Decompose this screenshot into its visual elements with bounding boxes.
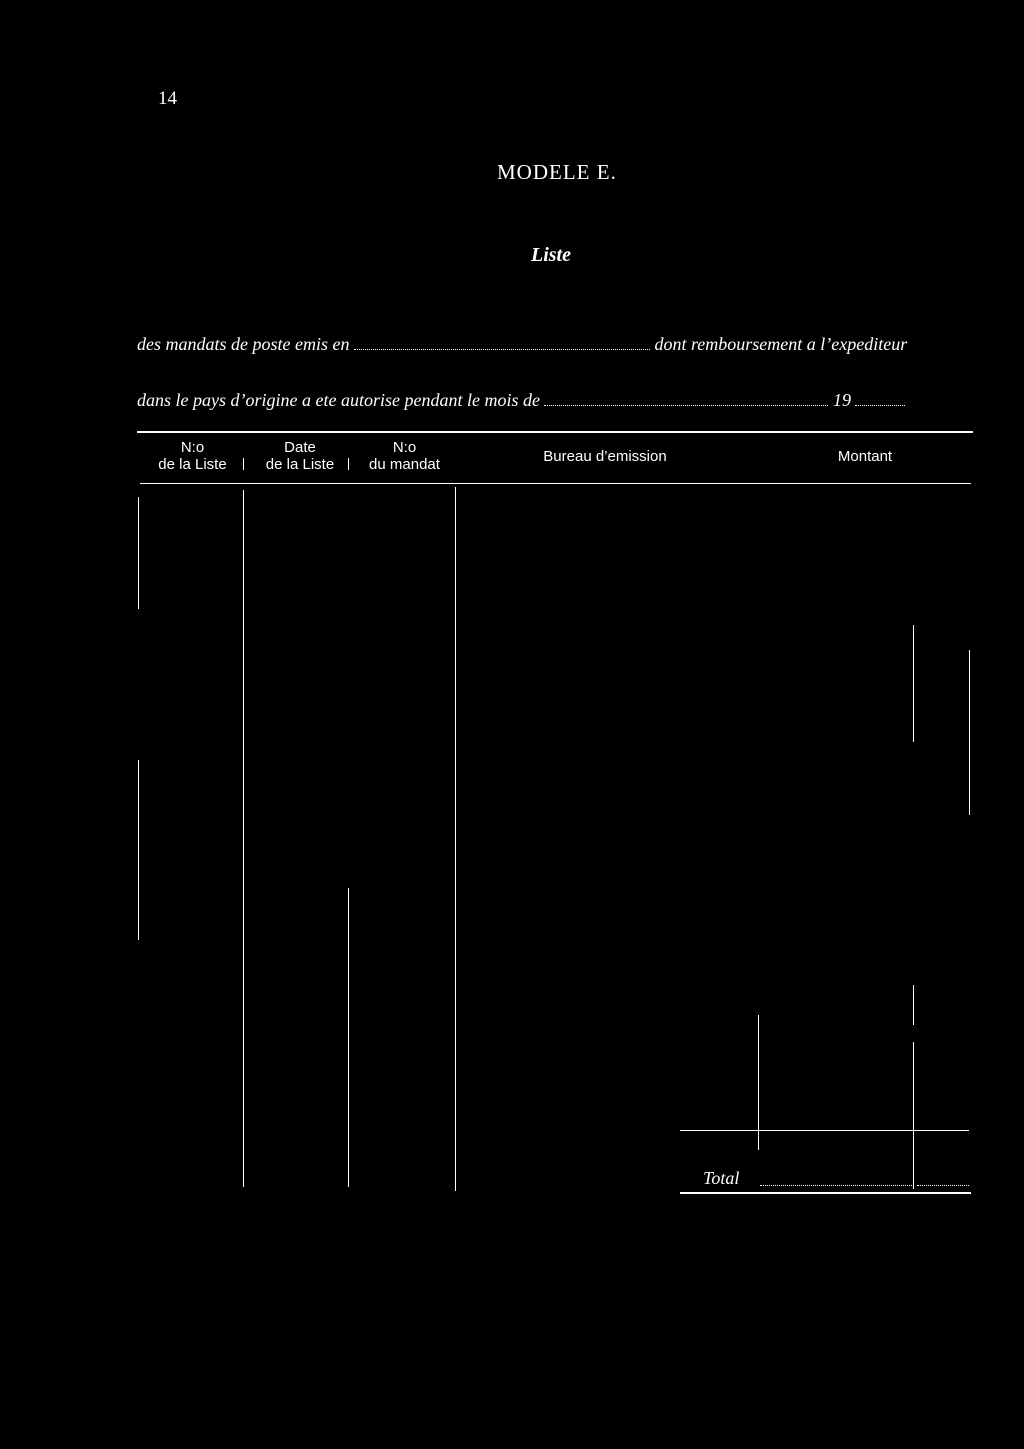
intro-line-2-start: dans le pays d’origine a ete autorise pendant le mois de bbox=[137, 390, 540, 410]
header-list-number-top: N:o bbox=[180, 439, 205, 456]
total-label: Total bbox=[703, 1168, 740, 1188]
column-line-left bbox=[138, 760, 139, 940]
total-top-rule bbox=[680, 1130, 969, 1131]
column-line-right bbox=[969, 650, 970, 815]
model-title: MODELE E. bbox=[497, 160, 617, 184]
column-line-order-number bbox=[348, 888, 349, 1187]
column-line-office bbox=[455, 487, 456, 1191]
header-amount: Montant bbox=[837, 448, 893, 465]
intro-line-1-end: dont remboursement a l’expediteur bbox=[654, 334, 908, 354]
column-line-amount bbox=[913, 1042, 914, 1189]
header-list-number bbox=[140, 439, 245, 473]
page-number: 14 bbox=[158, 88, 177, 109]
intro-line-1 bbox=[137, 334, 907, 355]
header-separator bbox=[243, 458, 244, 470]
column-line-amount bbox=[913, 625, 914, 742]
intro-line-1-start: des mandats de poste emis en bbox=[137, 334, 350, 354]
intro-line-2-year: 19 bbox=[832, 390, 851, 410]
header-list-number-bottom: de la Liste bbox=[158, 456, 227, 473]
list-title: Liste bbox=[531, 244, 571, 266]
header-list-date-bottom: de la Liste bbox=[265, 456, 335, 473]
fill-in-month-dots bbox=[544, 405, 828, 406]
total-label-dots bbox=[760, 1185, 912, 1186]
header-money-order-number-bottom: du mandat bbox=[369, 456, 440, 473]
header-list-date-top: Date bbox=[284, 439, 316, 456]
header-bottom-rule bbox=[140, 483, 971, 484]
header-money-order-number bbox=[353, 439, 456, 473]
column-line-amount bbox=[913, 985, 914, 1025]
header-list-date bbox=[247, 439, 353, 473]
header-issuing-office: Bureau d’emission bbox=[543, 448, 667, 465]
column-line-left bbox=[138, 497, 139, 609]
table-top-rule bbox=[137, 431, 973, 433]
total-bottom-rule bbox=[680, 1192, 971, 1194]
column-line-date bbox=[243, 490, 244, 1187]
fill-in-year-dots bbox=[855, 405, 905, 406]
fill-in-country-dots bbox=[354, 349, 650, 350]
header-separator bbox=[348, 458, 349, 470]
intro-line-2 bbox=[137, 390, 905, 411]
total-amount-dots bbox=[917, 1185, 969, 1186]
header-money-order-number-top: N:o bbox=[392, 439, 417, 456]
